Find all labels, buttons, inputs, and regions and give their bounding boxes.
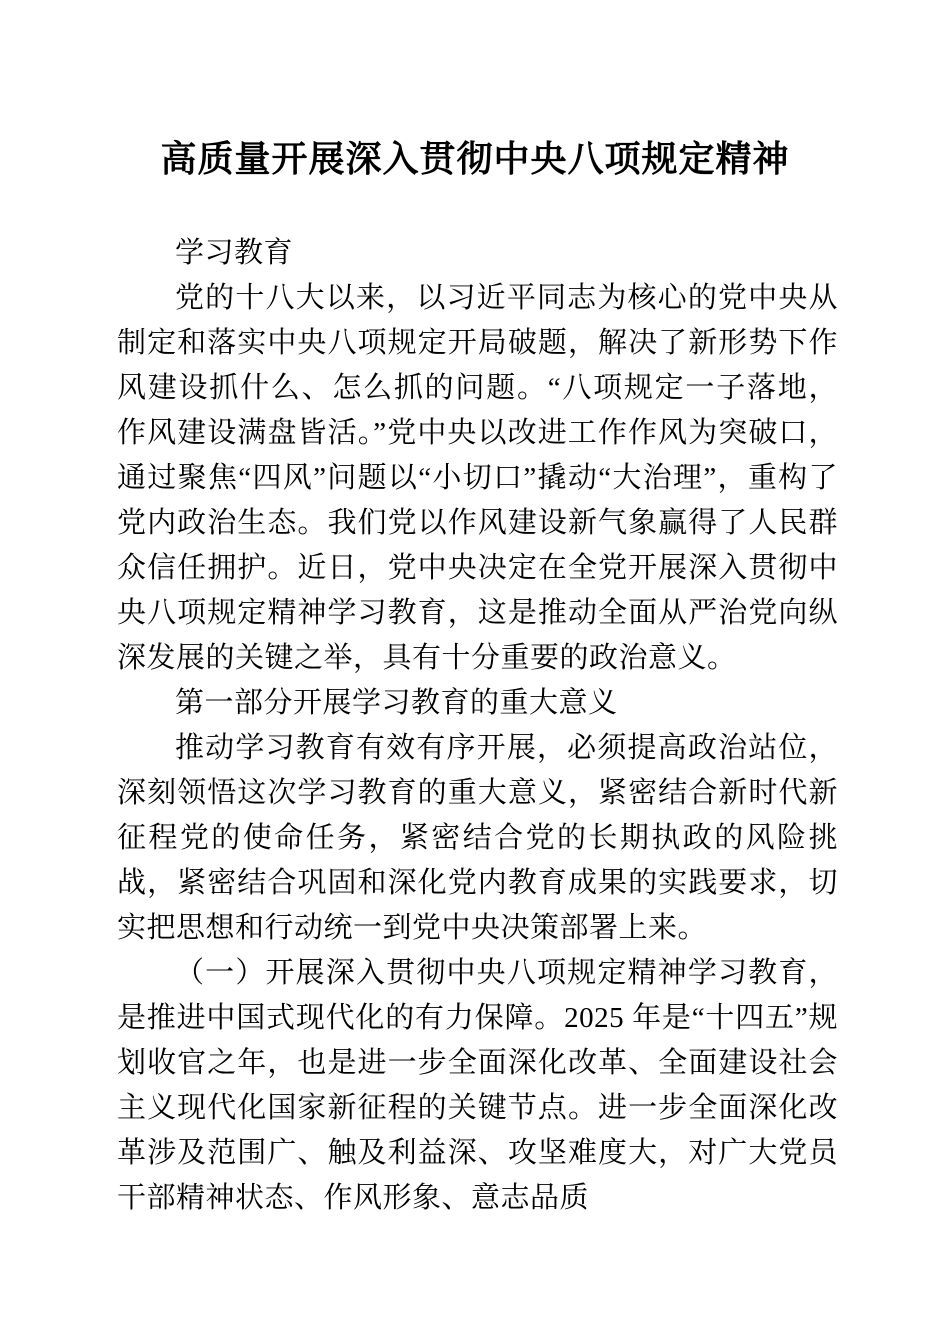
paragraph: 党的十八大以来，以习近平同志为核心的党中央从制定和落实中央八项规定开局破题，解决了新形势下作风建设抓什么、怎么抓的问题。“八项规定一子落地，作风建设满盘皆活。”党中央以改进工作作风为突破口，通过聚焦“四风”问题以“小切口”撬动“大治理”，重构了党内政治生态。我们党以作风建设新气象赢得了人民群众信任拥护。近日，党中央决定在全党开展深入贯彻中央八项规定精神学习教育，这是推动全面从严治党向纵深发展的关键之举，具有十分重要的政治意义。 bbox=[117, 282, 838, 674]
document-body bbox=[117, 182, 838, 1221]
paragraph: （一）开展深入贯彻中央八项规定精神学习教育，是推进中国式现代化的有力保障。2025 年是“十四五”规划收官之年，也是进一步全面深化改革、全面建设社会主义现代化国家新征程的关键节点。进一步全面深化改革涉及范围广、触及利益深、攻坚难度大，对广大党员干部精神状态、作风形象、意志品质 bbox=[117, 957, 838, 1214]
paragraph: 学习教育 bbox=[175, 237, 294, 269]
paragraph: 第一部分开展学习教育的重大意义 bbox=[175, 687, 618, 719]
paragraph: 推动学习教育有效有序开展，必须提高政治站位，深刻领悟这次学习教育的重大意义，紧密结合新时代新征程党的使命任务，紧密结合党的长期执政的风险挑战，紧密结合巩固和深化党内教育成果的实践要求，切实把思想和行动统一到党中央决策部署上来。 bbox=[117, 732, 838, 944]
document-title: 高质量开展深入贯彻中央八项规定精神 bbox=[160, 139, 790, 179]
